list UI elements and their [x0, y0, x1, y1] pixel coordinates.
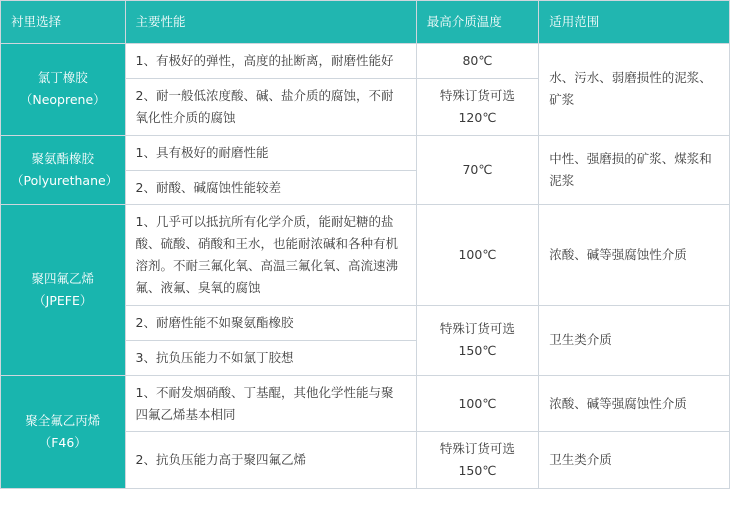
column-header-application: 适用范围 — [539, 1, 730, 44]
max-temperature-value — [416, 44, 539, 79]
application-scope-text: 浓酸、碱等强腐蚀性介质 — [539, 375, 730, 432]
table-header-row — [1, 1, 730, 44]
temperature-main: 100℃ — [458, 247, 497, 263]
category-name-line1: 聚四氟乙烯 — [31, 271, 94, 287]
max-temperature-value — [416, 305, 539, 375]
max-temperature-value — [416, 375, 539, 432]
temperature-main: 特殊订货可选 — [439, 87, 515, 103]
application-scope-text: 浓酸、碱等强腐蚀性介质 — [539, 205, 730, 306]
temperature-main: 70℃ — [462, 162, 493, 178]
max-temperature-value — [416, 78, 539, 135]
temperature-optional: 150℃ — [458, 343, 497, 359]
column-header-max-temperature: 最高介质温度 — [416, 1, 539, 44]
temperature-main: 特殊订货可选 — [439, 321, 515, 337]
lining-category-neoprene — [1, 44, 126, 136]
performance-text: 1、有极好的弹性，高度的扯断离，耐磨性能好 — [125, 44, 416, 79]
application-scope-text: 水、污水、弱磨损性的泥浆、矿浆 — [539, 44, 730, 136]
performance-text: 1、具有极好的耐磨性能 — [125, 135, 416, 170]
temperature-main: 80℃ — [462, 53, 493, 68]
temperature-optional: 120℃ — [458, 109, 497, 125]
table-row — [1, 44, 730, 79]
column-header-performance: 主要性能 — [125, 1, 416, 44]
lining-category-ptfe — [1, 205, 126, 375]
category-name-line2: （F46） — [38, 434, 87, 450]
table-body — [1, 44, 730, 489]
table-header — [1, 1, 730, 44]
performance-text: 1、不耐发烟硝酸、丁基醌，其他化学性能与聚四氟乙烯基本相同 — [125, 375, 416, 432]
temperature-main: 100℃ — [458, 395, 497, 411]
application-scope-text: 中性、强磨损的矿浆、煤浆和泥浆 — [539, 135, 730, 205]
lining-category-polyurethane — [1, 135, 126, 205]
table-row — [1, 375, 730, 432]
performance-text: 2、耐一般低浓度酸、碱、盐介质的腐蚀，不耐氧化性介质的腐蚀 — [125, 78, 416, 135]
category-name-line2: （JPEFE） — [33, 293, 93, 308]
max-temperature-value — [416, 205, 539, 306]
application-scope-text: 卫生类介质 — [539, 432, 730, 489]
table-row — [1, 205, 730, 306]
application-scope-text: 卫生类介质 — [539, 305, 730, 375]
category-name-line1: 聚全氟乙丙烯 — [25, 413, 101, 428]
category-name-line2: （Neoprene） — [19, 92, 106, 108]
lining-category-f46 — [1, 375, 126, 489]
max-temperature-value — [416, 432, 539, 489]
performance-text: 2、抗负压能力高于聚四氟乙烯 — [125, 432, 416, 489]
category-name-line1: 氯丁橡胶 — [37, 70, 88, 86]
category-name-line1: 聚氨酯橡胶 — [31, 151, 94, 167]
performance-text: 1、几乎可以抵抗所有化学介质，能耐妃糖的盐酸、硫酸、硝酸和王水，也能耐浓碱和各种有机溶剂。不耐三氟化氧、高温三氟化氧、高流速沸氟、液氟、臭氧的腐蚀 — [125, 205, 416, 306]
temperature-optional: 150℃ — [458, 463, 497, 479]
table-row — [1, 135, 730, 170]
performance-text: 2、耐酸、碱腐蚀性能较差 — [125, 170, 416, 205]
category-name-line2: （Polyurethane） — [11, 173, 119, 188]
temperature-main: 特殊订货可选 — [439, 441, 515, 457]
column-header-lining: 衬里选择 — [1, 1, 126, 44]
max-temperature-value — [416, 135, 539, 205]
performance-text: 2、耐磨性能不如聚氨酯橡胶 — [125, 305, 416, 340]
performance-text: 3、抗负压能力不如氯丁胶想 — [125, 340, 416, 375]
